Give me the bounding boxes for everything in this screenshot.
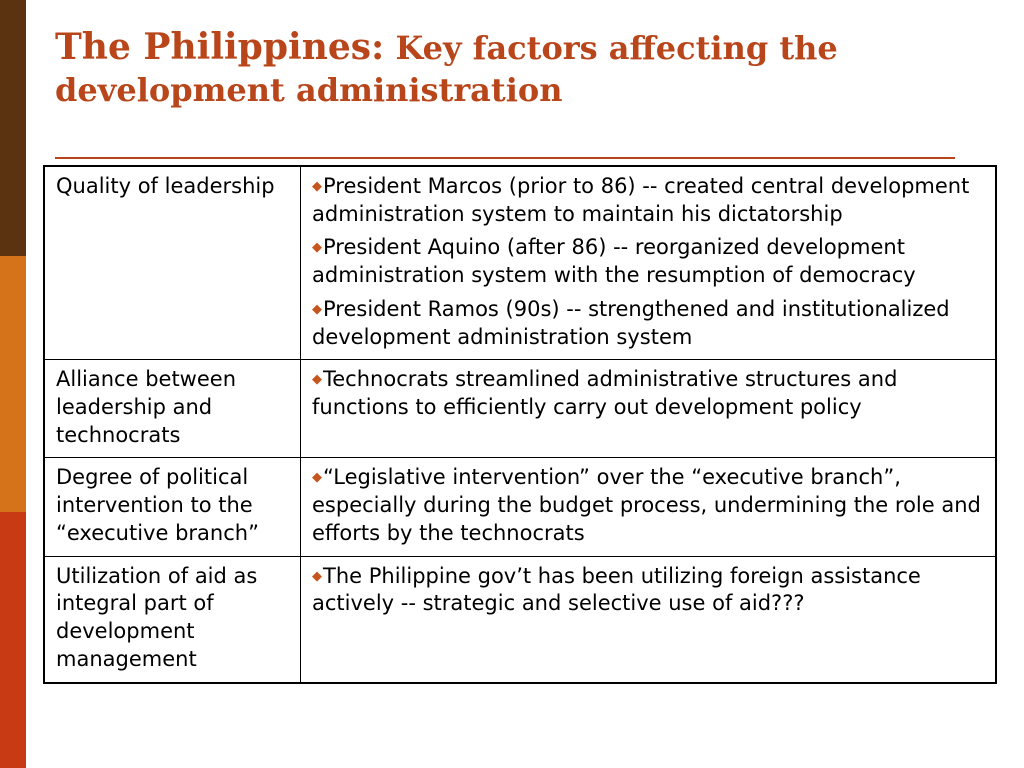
description-cell — [301, 360, 997, 458]
list-item — [312, 296, 985, 351]
description-cell — [301, 458, 997, 556]
slide-title — [55, 24, 975, 111]
factors-table — [43, 165, 997, 684]
slide-title-sub: Key factors affecting the development administration — [55, 29, 838, 110]
list-item-text: Technocrats streamlined administrative structures and functions to efficiently carry out development policy — [312, 367, 898, 420]
list-item — [312, 173, 985, 228]
diamond-icon: ◆ — [312, 301, 322, 317]
factor-cell: Quality of leadership — [44, 166, 301, 360]
slide-title-main: The Philippines: — [55, 26, 385, 68]
title-underline — [55, 157, 955, 159]
diamond-icon: ◆ — [312, 372, 322, 388]
table-row — [44, 458, 996, 556]
list-item-text: President Aquino (after 86) -- reorganized development administration system with the resumption of democracy — [312, 235, 916, 288]
list-item — [312, 366, 985, 421]
description-cell — [301, 166, 997, 360]
list-item — [312, 563, 985, 618]
sidebar-stripe-top — [0, 0, 26, 256]
list-item — [312, 464, 985, 547]
table-row — [44, 166, 996, 360]
factor-cell: Alliance between leadership and technocrats — [44, 360, 301, 458]
table-row — [44, 360, 996, 458]
sidebar-stripe-middle — [0, 256, 26, 512]
sidebar-stripe-bottom — [0, 512, 26, 768]
list-item — [312, 234, 985, 289]
list-item-text: President Marcos (prior to 86) -- created central development administration system to maintain his dictatorship — [312, 174, 970, 226]
factor-cell: Degree of political intervention to the “executive branch” — [44, 458, 301, 556]
diamond-icon: ◆ — [312, 568, 322, 584]
diamond-icon: ◆ — [312, 240, 322, 256]
factor-cell: Utilization of aid as integral part of development management — [44, 556, 301, 682]
list-item-text: The Philippine gov’t has been utilizing foreign assistance actively -- strategic and selective use of aid??? — [312, 563, 921, 616]
table-row — [44, 556, 996, 682]
diamond-icon: ◆ — [312, 179, 322, 194]
list-item-text: President Ramos (90s) -- strengthened and institutionalized development administration system — [312, 296, 950, 349]
diamond-icon: ◆ — [312, 470, 322, 486]
description-cell — [301, 556, 997, 682]
list-item-text: “Legislative intervention” over the “executive branch”, especially during the budget process, undermining the role and efforts by the technocrats — [312, 465, 981, 545]
